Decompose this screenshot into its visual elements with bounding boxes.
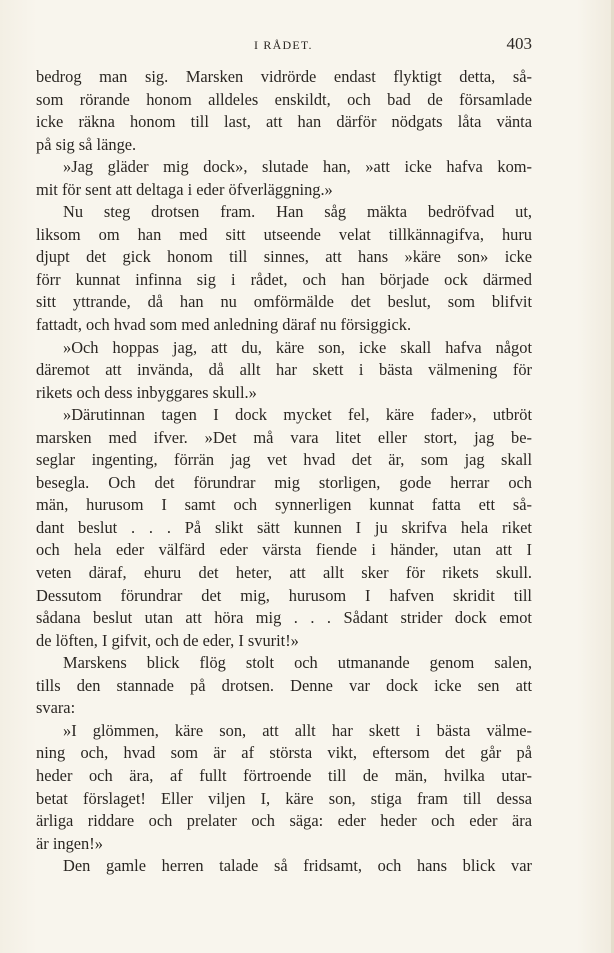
running-head: I RÅDET. — [254, 38, 313, 52]
page-header — [36, 36, 532, 56]
text-line: marsken med ifver. »Det må vara litet eller stort, jag be- — [36, 427, 532, 447]
text-line: betat förslaget! Eller viljen I, käre son, stiga fram till dessa — [36, 788, 532, 808]
text-line: Dessutom förundrar det mig, hurusom I hafven skridit till — [36, 585, 532, 605]
text-line: besegla. Och det förundrar mig storligen, gode herrar och — [36, 472, 532, 492]
text-line: förr kunnat infinna sig i rådet, och han började ock därmed — [36, 269, 532, 289]
text-line: mit för sent att deltaga i eder öfverläggning.» — [36, 179, 333, 199]
text-line: de löften, I gifvit, och de eder, I svurit!» — [36, 630, 299, 650]
text-line: »Jag gläder mig dock», slutade han, »att icke hafva kom- — [63, 157, 532, 177]
text-line: sitt yttrande, då han nu omförmälde det beslut, som blifvit — [36, 292, 532, 312]
text-line: rikets och dess inbyggares skull.» — [36, 382, 257, 402]
text-line: veten däraf, ehuru det heter, att allt sker för rikets skull. — [36, 563, 532, 583]
text-line: däremot att invända, då allt har skett i bästa välmening för — [36, 360, 532, 380]
text-line: »Och hoppas jag, att du, käre son, icke skall hafva något — [63, 337, 532, 357]
text-line: sådana beslut utan att höra mig . . . Sådant strider dock emot — [36, 608, 532, 628]
text-line: svara: — [36, 698, 76, 718]
text-line: »Därutinnan tagen I dock mycket fel, käre fader», utbröt — [63, 405, 532, 425]
page-number: 403 — [506, 34, 532, 53]
text-line: Den gamle herren talade så fridsamt, och hans blick var — [63, 856, 532, 876]
text-line: liksom om han med sitt utseende velat tillkännagifva, huru — [36, 224, 532, 244]
text-line: är ingen!» — [36, 833, 103, 853]
text-line: ning och, hvad som är af största vikt, eftersom det går på — [36, 743, 532, 763]
text-line: män, hurusom I samt och synnerligen kunnat fatta ett så- — [36, 495, 532, 515]
text-line: ärliga riddare och prelater och säga: eder heder och eder ära — [36, 811, 532, 831]
text-line: heder och ära, af fullt förtroende till de män, hvilka utar- — [36, 765, 532, 785]
body-text — [36, 66, 532, 878]
text-line: och hela eder välfärd eder värsta fiende i händer, utan att I — [36, 540, 532, 560]
text-line: icke räkna honom till last, att han därför nödgats låta vänta — [36, 112, 532, 132]
text-line: på sig så länge. — [36, 134, 137, 154]
text-line: djupt det gick honom till sinnes, att hans »käre son» icke — [36, 247, 532, 267]
text-line: Marskens blick flög stolt och utmanande genom salen, — [63, 653, 532, 673]
text-line: fattadt, och hvad som med anledning däraf nu försiggick. — [36, 315, 412, 335]
text-line: dant beslut . . . På slikt sätt kunnen I ju skrifva hela riket — [36, 517, 532, 537]
text-line: bedrog man sig. Marsken vidrörde endast flyktigt detta, så- — [36, 67, 532, 86]
text-line: Nu steg drotsen fram. Han såg mäkta bedröfvad ut, — [63, 202, 532, 222]
text-line: tills den stannade på drotsen. Denne var dock icke sen att — [36, 675, 532, 695]
text-line: »I glömmen, käre son, att allt har skett i bästa välme- — [63, 720, 532, 740]
text-line: seglar ingenting, förrän jag vet hvad det är, som jag skall — [36, 450, 532, 470]
text-line: som rörande honom alldeles enskildt, och bad de församlade — [36, 89, 532, 109]
